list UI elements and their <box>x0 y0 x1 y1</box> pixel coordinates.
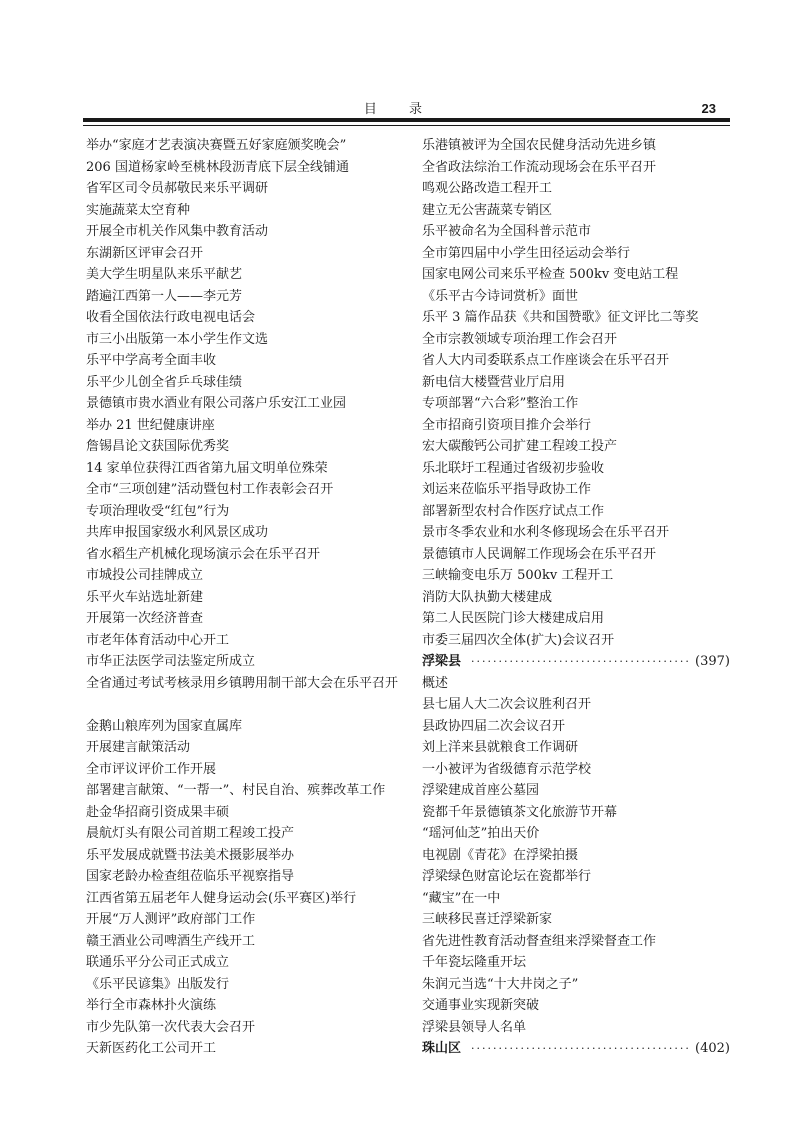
toc-entry: 市华正法医学司法鉴定所成立 <box>86 654 256 669</box>
toc-entry: 乐港镇被评为全国农民健身活动先进乡镇 <box>422 138 657 153</box>
toc-entry: 市城投公司挂牌成立 <box>86 568 204 583</box>
toc-entry: 开展建言献策活动 <box>86 740 191 755</box>
toc-entry: 市委三届四次全体(扩大)会议召开 <box>422 632 615 648</box>
toc-entry: 浮梁绿色财富论坛在瓷都举行 <box>422 869 592 884</box>
toc-entry: “瑶河仙芝”拍出天价 <box>422 826 540 841</box>
toc-entry: 天新医药化工公司开工 <box>86 1041 217 1056</box>
section-zhushan <box>422 1038 730 1060</box>
toc-entry: 乐北联圩工程通过省级初步验收 <box>422 460 605 476</box>
toc-entry: 全市第四届中小学生田径运动会举行 <box>422 245 631 261</box>
toc-entry: 浮梁县领导人名单 <box>422 1019 527 1035</box>
toc-entry: 专项治理收受“红包”行为 <box>86 503 230 519</box>
toc-entry: 开展全市机关作风集中教育活动 <box>86 224 269 239</box>
toc-entry: 消防大队执勤大楼建成 <box>422 589 553 605</box>
toc-entry: 共库申报国家级水利风景区成功 <box>86 525 269 540</box>
toc-entry: 晨航灯头有限公司首期工程竣工投产 <box>86 826 295 841</box>
toc-entry: 省先进性教育活动督查组来浮梁督查工作 <box>422 933 657 949</box>
toc-entry: 《乐平古今诗词赏析》面世 <box>422 288 579 304</box>
toc-entry: 省人大内司委联系点工作座谈会在乐平召开 <box>422 353 670 368</box>
toc-entry: 鸣观公路改造工程开工 <box>422 181 553 196</box>
toc-entry: 全省政法综治工作流动现场会在乐平召开 <box>422 159 657 175</box>
toc-entry: 建立无公害蔬菜专销区 <box>422 202 553 218</box>
toc-entry: 乐平发展成就暨书法美术摄影展举办 <box>86 847 295 863</box>
toc-entry: 全市招商引资项目推介会举行 <box>422 417 592 433</box>
toc-entry: 三峡输变电乐万 500kv 工程开工 <box>422 568 614 583</box>
toc-entry: 一小被评为省级德育示范学校 <box>422 761 592 777</box>
toc-entry: “藏宝”在一中 <box>422 890 501 906</box>
toc-entry: 踏遍江西第一人——李元芳 <box>86 288 243 304</box>
toc-entry: 景市冬季农业和水利冬修现场会在乐平召开 <box>422 525 670 540</box>
toc-entry: 全市“三项创建”活动暨包村工作表彰会召开 <box>86 482 334 497</box>
toc-entry: 赴金华招商引资成果丰硕 <box>86 804 230 820</box>
toc-entry: 金鹅山粮库列为国家直属库 <box>86 718 243 734</box>
toc-left-column <box>86 135 402 1060</box>
toc-entry: 刘运来莅临乐平指导政协工作 <box>422 482 592 497</box>
toc-entry: 部署新型农村合作医疗试点工作 <box>422 503 605 519</box>
toc-entry: 朱润元当选“十大井岗之子” <box>422 976 579 992</box>
toc-entry: 交通事业实现新突破 <box>422 998 540 1013</box>
toc-entry: 东湖新区评审会召开 <box>86 245 204 261</box>
toc-entry: 县政协四届二次会议召开 <box>422 718 566 734</box>
toc-entry: 全市宗教领域专项治理工作会召开 <box>422 331 618 347</box>
toc-entry: 乐平被命名为全国科普示范市 <box>422 224 592 239</box>
toc-entry: 省军区司令员郝敬民来乐平调研 <box>86 181 269 196</box>
toc-entry: 概述 <box>422 675 449 691</box>
toc-entry: 市少先队第一次代表大会召开 <box>86 1019 256 1035</box>
toc-entry: 市老年体育活动中心开工 <box>86 632 230 648</box>
section-page-ref: (402) <box>695 1041 730 1056</box>
toc-right-column <box>422 135 730 1060</box>
toc-entry: 乐平 3 篇作品获《共和国赞歌》征文评比二等奖 <box>422 310 699 325</box>
toc-entry: 县七届人大二次会议胜利召开 <box>422 697 592 712</box>
toc-entry: 国家电网公司来乐平检查 500kv 变电站工程 <box>422 267 679 282</box>
toc-entry: 詹锡昌论文获国际优秀奖 <box>86 439 230 454</box>
toc-entry: 瓷都千年景德镇茶文化旅游节开幕 <box>422 804 618 820</box>
section-heading: 珠山区 <box>422 1041 462 1056</box>
toc-entry: 电视剧《青花》在浮梁拍摄 <box>422 847 579 863</box>
toc-entry: 刘上洋来县就粮食工作调研 <box>422 740 579 755</box>
section-page-ref: (397) <box>695 654 730 669</box>
toc-entry: 收看全国依法行政电视电话会 <box>86 310 256 325</box>
toc-entry: 宏大碳酸钙公司扩建工程竣工投产 <box>422 439 618 454</box>
toc-entry: 省水稻生产机械化现场演示会在乐平召开 <box>86 546 321 562</box>
toc-entry: 开展第一次经济普查 <box>86 611 204 626</box>
toc-entry: 赣王酒业公司啤酒生产线开工 <box>86 933 256 949</box>
toc-entry: 美大学生明星队来乐平献艺 <box>86 267 243 282</box>
toc-entry: 江西省第五届老年人健身运动会(乐平赛区)举行 <box>86 890 357 906</box>
toc-entry: 景德镇市人民调解工作现场会在乐平召开 <box>422 546 657 562</box>
toc-entry: 206 国道杨家岭至桃林段沥青底下层全线铺通 <box>86 159 349 175</box>
toc-entry: 景德镇市贵水酒业有限公司落户乐安江工业园 <box>86 396 347 411</box>
page-number: 23 <box>701 101 716 116</box>
toc-entry: 实施蔬菜太空育种 <box>86 202 191 218</box>
toc-entry: 乐平中学高考全面丰收 <box>86 353 217 368</box>
section-heading: 浮梁县 <box>422 654 462 669</box>
page-title: 目 录 <box>363 102 437 117</box>
toc-entry: 新电信大楼暨营业厅启用 <box>422 374 566 390</box>
toc-entry: 专项部署“六合彩”整治工作 <box>422 396 579 411</box>
toc-entry: 联通乐平分公司正式成立 <box>86 955 230 970</box>
header-rule-thin <box>83 125 730 126</box>
toc-entry: 14 家单位获得江西省第九届文明单位殊荣 <box>86 460 328 476</box>
toc-entry: 千年瓷坛隆重开坛 <box>422 955 527 970</box>
toc-entry: 乐平火车站选址新建 <box>86 589 204 605</box>
toc-entry: 第二人民医院门诊大楼建成启用 <box>422 611 605 626</box>
toc-entry: 市三小出版第一本小学生作文选 <box>86 331 269 347</box>
header-rule-thick <box>83 118 730 122</box>
toc-entry: 举行全市森林扑火演练 <box>86 998 217 1013</box>
toc-entry: 三峡移民喜迁浮梁新家 <box>422 912 553 927</box>
section-fuliang <box>422 651 730 673</box>
leader-dots <box>471 1038 689 1060</box>
toc-entry: 开展“万人测评”政府部门工作 <box>86 912 256 927</box>
toc-entry: 浮梁建成首座公墓园 <box>422 783 540 798</box>
toc-entry: 乐平少儿创全省乒乓球佳绩 <box>86 374 243 390</box>
toc-entry: 国家老龄办检查组莅临乐平视察指导 <box>86 869 295 884</box>
toc-entry: 举办 21 世纪健康讲座 <box>86 417 215 433</box>
leader-dots <box>471 651 689 673</box>
toc-entry: 举办“家庭才艺表演决赛暨五好家庭颁奖晚会” <box>86 138 347 153</box>
toc-entry: 全市评议评价工作开展 <box>86 761 217 777</box>
toc-entry: 《乐平民谚集》出版发行 <box>86 976 230 992</box>
toc-entry: 全省通过考试考核录用乡镇聘用制干部大会在乐平召开 <box>86 675 399 691</box>
toc-entry: 部署建言献策、“一帮一”、村民自治、殡葬改革工作 <box>86 783 386 798</box>
